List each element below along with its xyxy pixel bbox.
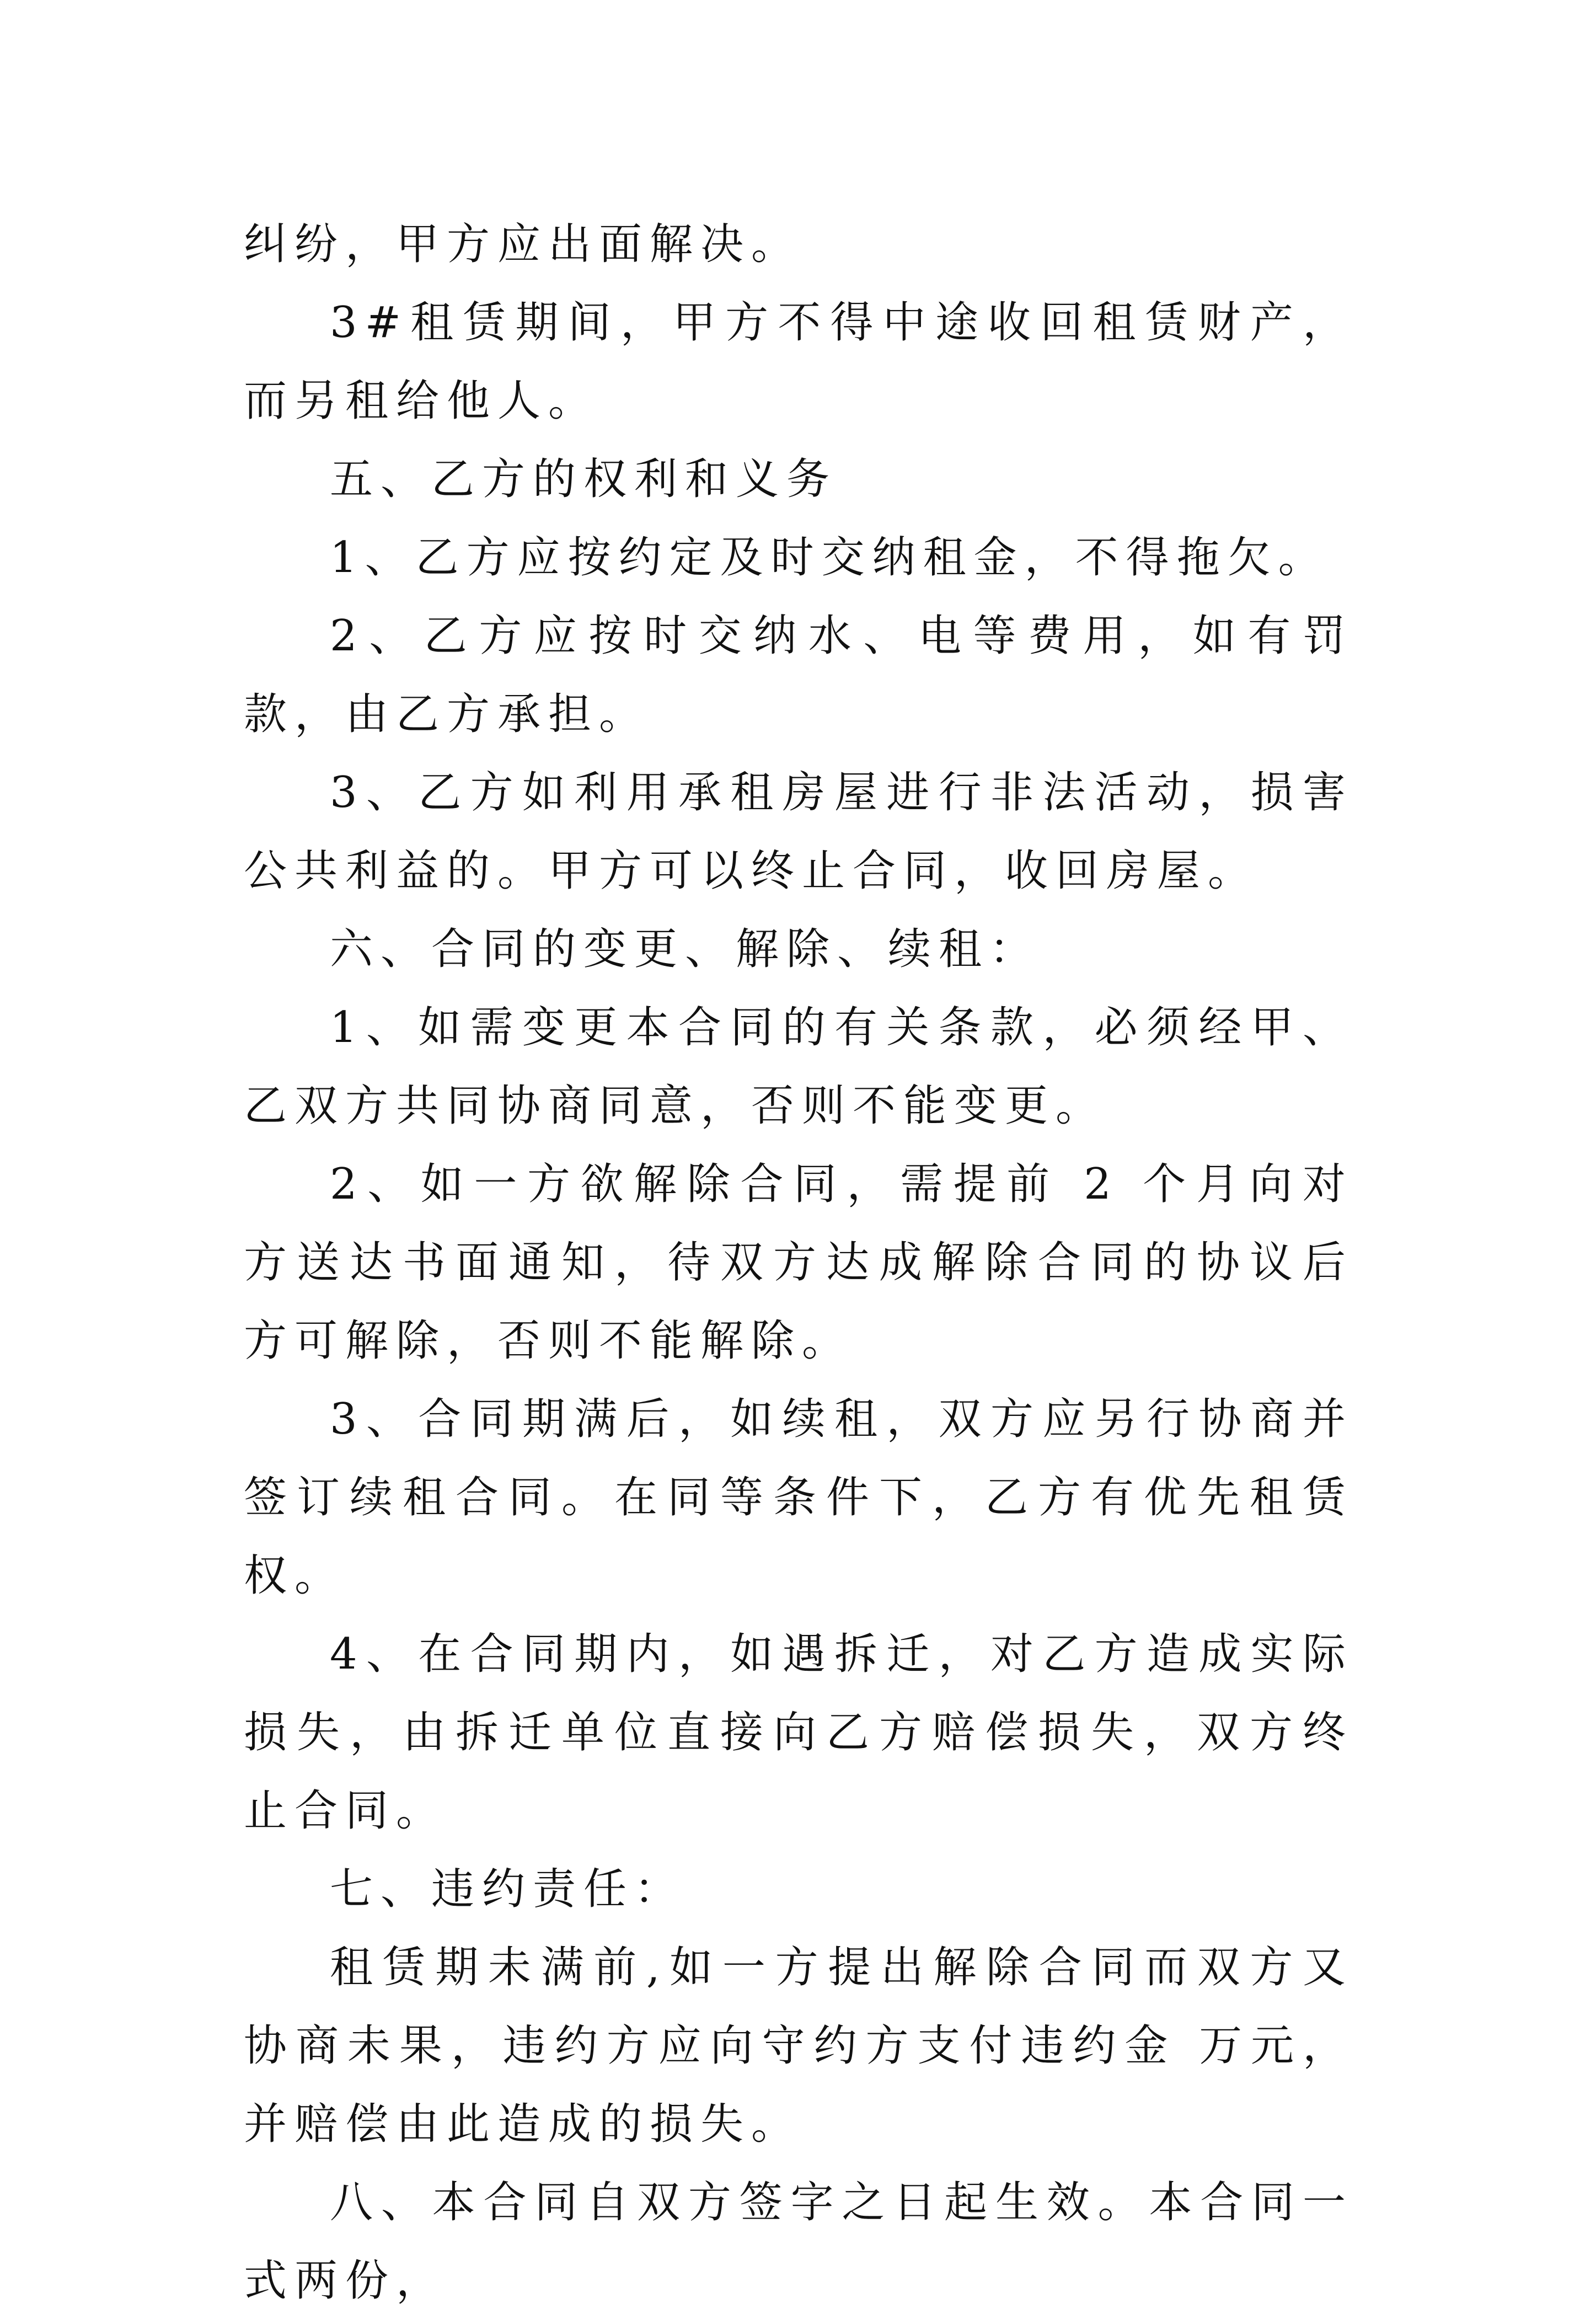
section-heading: 七、违约责任： (330, 1864, 685, 1914)
paragraph: 3#租赁期间，甲方不得中途收回租赁财产，而另租给他人。 (244, 298, 1353, 426)
paragraph: 3、合同期满后，如续租，双方应另行协商并签订续租合同。在同等条件下，乙方有优先租赁权。 (244, 1394, 1353, 1601)
section-heading: 五、乙方的权利和义务 (330, 455, 838, 504)
paragraph: 八、本合同自双方签字之日起生效。本合同一式两份， (244, 2178, 1353, 2306)
paragraph: 4、在合同期内，如遇拆迁，对乙方造成实际损失，由拆迁单位直接向乙方赔偿损失，双方终止合同。 (244, 1629, 1353, 1836)
paragraph: 2、如一方欲解除合同，需提前 2 个月向对方送达书面通知，待双方达成解除合同的协议后方可解除，否则不能解除。 (244, 1159, 1353, 1366)
contract-text (244, 205, 1353, 2320)
paragraph: 3、乙方如利用承租房屋进行非法活动，损害公共利益的。甲方可以终止合同，收回房屋。 (244, 768, 1353, 896)
paragraph: 2、乙方应按时交纳水、电等费用，如有罚款，由乙方承担。 (244, 611, 1353, 739)
paragraph: 租赁期未满前,如一方提出解除合同而双方又协商未果，违约方应向守约方支付违约金 万元，并赔偿由此造成的损失。 (244, 1943, 1353, 2149)
paragraph: 1、如需变更本合同的有关条款，必须经甲、乙双方共同协商同意，否则不能变更。 (244, 1003, 1353, 1131)
section-heading: 六、合同的变更、解除、续租： (330, 924, 1041, 974)
paragraph: 纠纷，甲方应出面解决。 (244, 220, 802, 269)
paragraph: 1、乙方应按约定及时交纳租金，不得拖欠。 (330, 533, 1329, 582)
